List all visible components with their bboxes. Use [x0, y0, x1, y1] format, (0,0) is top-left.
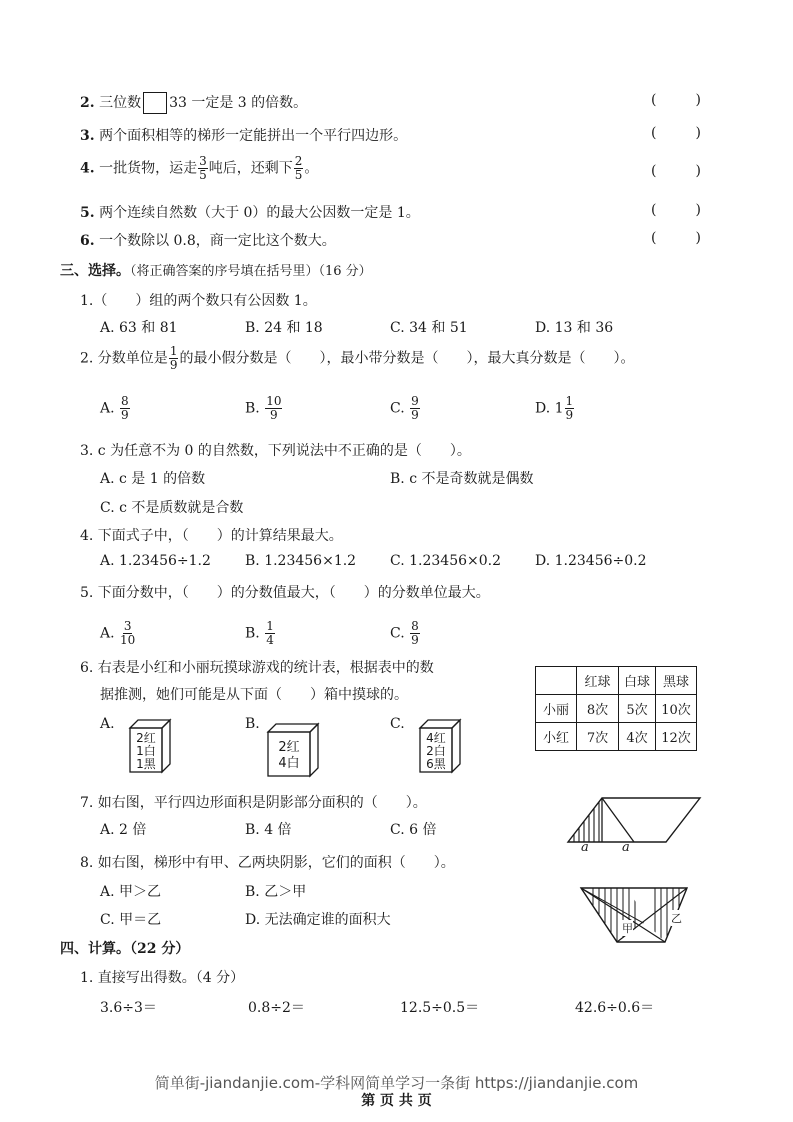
watermark: 简单街-jiandanjie.com-学科网简单学习一条街 https://jiandanjie.com: [154, 1074, 639, 1092]
judge-item-6: 6. 一个数除以 0.8，商一定比这个数大。: [80, 233, 336, 249]
q1-stem: 1.（ ）组的两个数只有公因数 1。: [80, 293, 317, 309]
q1-opt-c[interactable]: C. 34 和 51: [390, 320, 468, 336]
table-corner: [536, 667, 577, 695]
q5-opt-c[interactable]: C. $\frac{8}{9}$: [390, 619, 419, 647]
judge-item-4: 4. 一批货物，运走 $\frac{3}{5}$ 吨后，还剩下 $\frac{2}{5}$ 。: [80, 154, 319, 182]
q6-opt-a[interactable]: A.: [100, 716, 115, 732]
blank-box: [143, 92, 167, 114]
box-c-label: 4红 2白 6黑: [426, 731, 446, 771]
calc-expr: 0.8÷2＝: [248, 1000, 305, 1016]
q3-stem: 3. c 为任意不为 0 的自然数，下列说法中不正确的是（ ）。: [80, 443, 471, 459]
calc-expr: 42.6÷0.6＝: [575, 1000, 655, 1016]
label-yi: 乙: [671, 912, 682, 925]
q4-opt-c[interactable]: C. 1.23456×0.2: [390, 553, 502, 569]
box-b-label: 2红 4白: [278, 740, 300, 771]
label-jia: 甲: [622, 922, 633, 935]
q4-stem: 4. 下面式子中，（ ）的计算结果最大。: [80, 528, 343, 544]
page-number: 第 页 共 页: [361, 1093, 432, 1109]
q5-stem: 5. 下面分数中，（ ）的分数值最大，（ ）的分数单位最大。: [80, 585, 490, 601]
q7-stem: 7. 如右图，平行四边形面积是阴影部分面积的（ ）。: [80, 795, 427, 811]
q8-opt-c[interactable]: C. 甲＝乙: [100, 912, 162, 928]
section4-title: 四、计算。（22 分）: [60, 941, 190, 957]
q3-opt-a[interactable]: A. c 是 1 的倍数: [100, 471, 206, 487]
q5-opt-b[interactable]: B. $\frac{1}{4}$: [245, 619, 274, 647]
answer-paren[interactable]: ( ): [651, 202, 701, 218]
table-row: [536, 723, 697, 751]
q5-opt-a[interactable]: A. $\frac{3}{10}$: [100, 619, 136, 647]
q2-opt-d[interactable]: D. 1 $\frac{1}{9}$: [535, 394, 574, 422]
judge-item-2: 2. 三位数 33 一定是 3 的倍数。: [80, 92, 307, 114]
q6-opt-c[interactable]: C.: [390, 716, 405, 732]
q1-opt-b[interactable]: B. 24 和 18: [245, 320, 323, 336]
table-cell: 10次: [656, 695, 697, 723]
stats-table: [535, 666, 697, 751]
table-cell: 5次: [619, 695, 656, 723]
table-cell: 8次: [577, 695, 619, 723]
answer-paren[interactable]: ( ): [651, 92, 701, 108]
q2-opt-b[interactable]: B. $\frac{10}{9}$: [245, 394, 282, 422]
label-a-right: a: [622, 840, 630, 855]
q6-opt-b[interactable]: B.: [245, 716, 260, 732]
q8-opt-b[interactable]: B. 乙＞甲: [245, 884, 307, 900]
q2-opt-a[interactable]: A. $\frac{8}{9}$: [100, 394, 129, 422]
q8-stem: 8. 如右图，梯形中有甲、乙两块阴影，它们的面积（ ）。: [80, 855, 455, 871]
table-cell: 12次: [656, 723, 697, 751]
q4-opt-b[interactable]: B. 1.23456×1.2: [245, 553, 357, 569]
q7-opt-a[interactable]: A. 2 倍: [100, 822, 147, 838]
calc-expr: 3.6÷3＝: [100, 1000, 157, 1016]
answer-paren[interactable]: ( ): [651, 230, 701, 246]
section3-title: 三、选择。（将正确答案的序号填在括号里）（16 分）: [60, 263, 372, 279]
q7-opt-b[interactable]: B. 4 倍: [245, 822, 292, 838]
q2-opt-c[interactable]: C. $\frac{9}{9}$: [390, 394, 419, 422]
q3-opt-b[interactable]: B. c 不是奇数就是偶数: [390, 471, 534, 487]
calc-expr: 12.5÷0.5＝: [400, 1000, 480, 1016]
table-cell: 7次: [577, 723, 619, 751]
answer-paren[interactable]: ( ): [651, 125, 701, 141]
q4-opt-d[interactable]: D. 1.23456÷0.2: [535, 553, 647, 569]
q4-opt-a[interactable]: A. 1.23456÷1.2: [100, 553, 211, 569]
box-a-label: 2红 1白 1黑: [136, 731, 156, 771]
q1-opt-a[interactable]: A. 63 和 81: [100, 320, 178, 336]
table-header: 白球: [619, 667, 656, 695]
table-cell: 小丽: [536, 695, 577, 723]
q2-stem: 2. 分数单位是 $\frac{1}{9}$ 的最小假分数是（ ），最小带分数是（ ），最大真分数是（ ）。: [80, 344, 635, 372]
label-a-left: a: [581, 840, 589, 855]
table-row: [536, 695, 697, 723]
q7-opt-c[interactable]: C. 6 倍: [390, 822, 437, 838]
judge-item-5: 5. 两个连续自然数（大于 0）的最大公因数一定是 1。: [80, 205, 420, 221]
q8-opt-a[interactable]: A. 甲＞乙: [100, 884, 162, 900]
q8-opt-d[interactable]: D. 无法确定谁的面积大: [245, 912, 391, 928]
table-header: 黑球: [656, 667, 697, 695]
table-cell: 4次: [619, 723, 656, 751]
judge-item-3: 3. 两个面积相等的梯形一定能拼出一个平行四边形。: [80, 128, 408, 144]
section4-q1: 1. 直接写出得数。（4 分）: [80, 970, 245, 986]
q6-line2: 据推测，她们可能是从下面（ ）箱中摸球的。: [100, 687, 408, 703]
q6-line1: 6. 右表是小红和小丽玩摸球游戏的统计表，根据表中的数: [80, 660, 434, 676]
q1-opt-d[interactable]: D. 13 和 36: [535, 320, 614, 336]
answer-paren[interactable]: ( ): [651, 163, 701, 179]
table-header: 红球: [577, 667, 619, 695]
q3-opt-c[interactable]: C. c 不是质数就是合数: [100, 500, 244, 516]
table-cell: 小红: [536, 723, 577, 751]
